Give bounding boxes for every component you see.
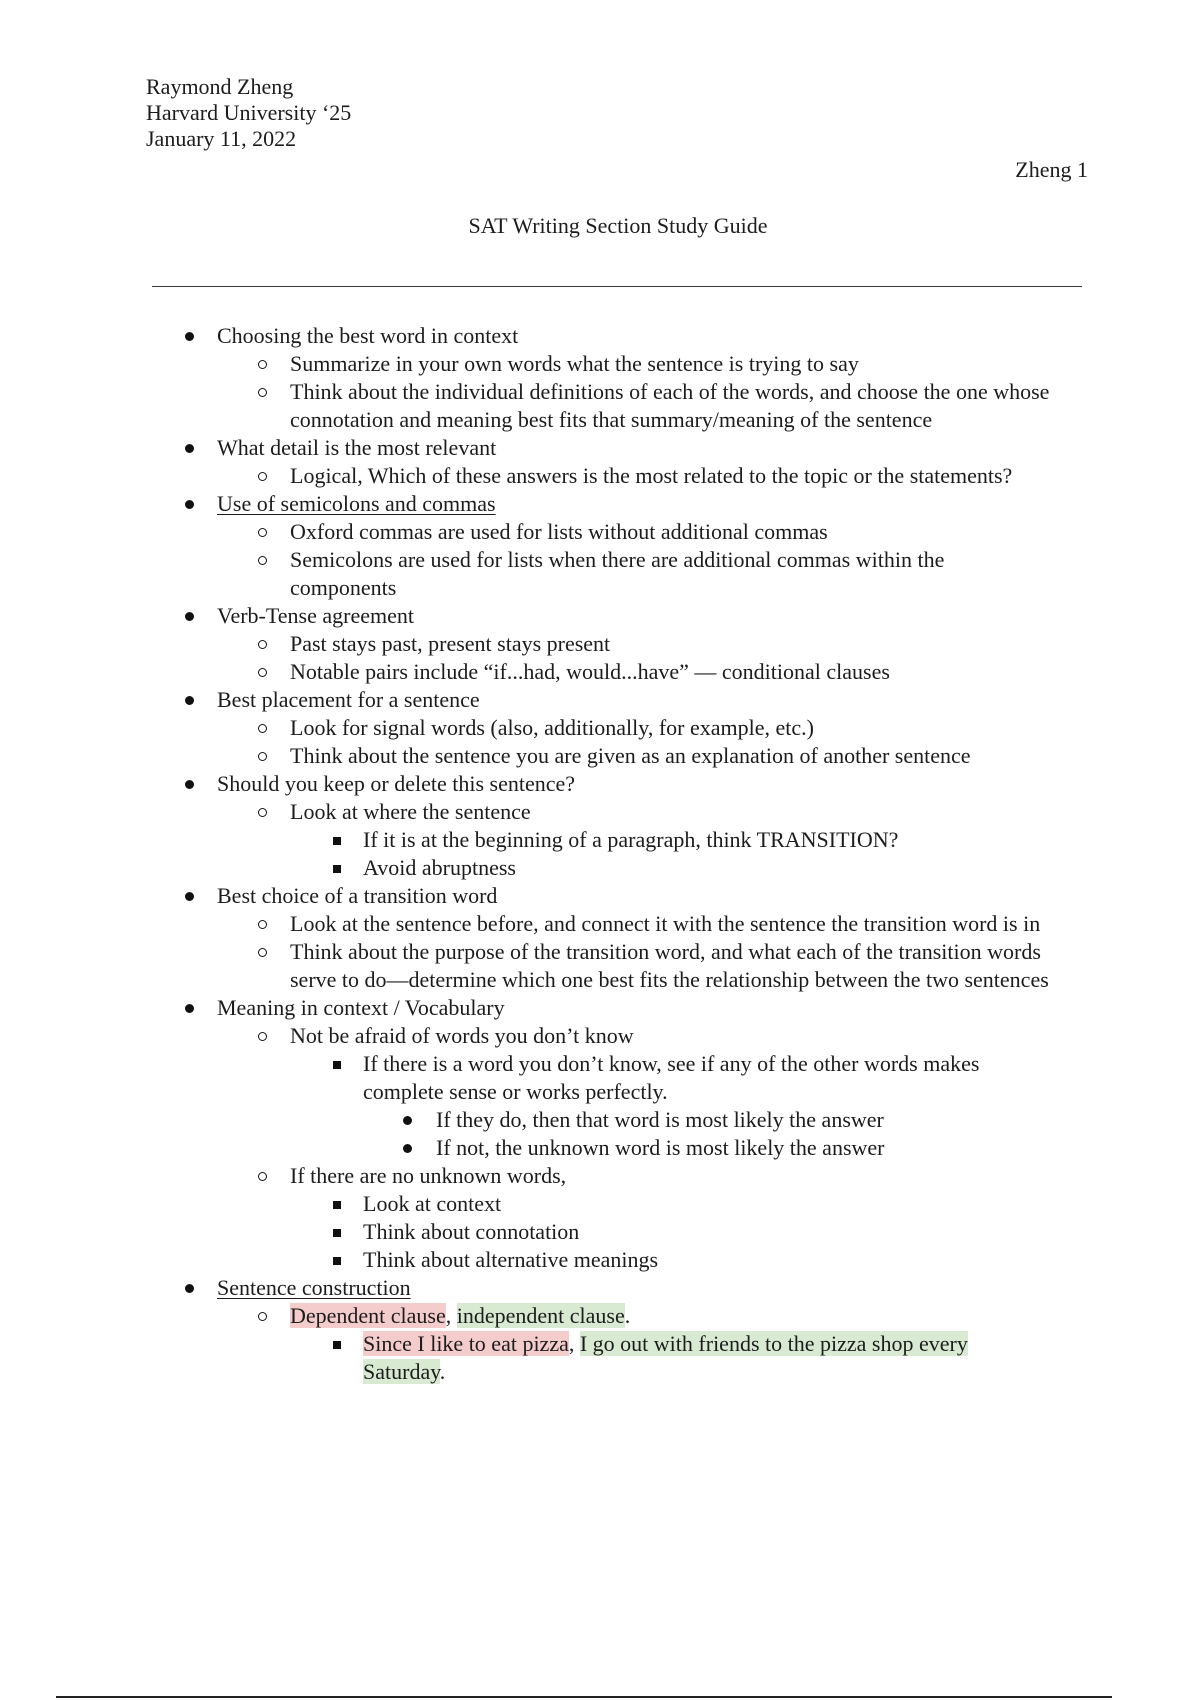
square-bullet-icon [333,1061,341,1069]
outline-subitem [0,1302,1200,1330]
outline-subitem [0,658,1200,686]
page-number: Zheng 1 [1015,157,1088,182]
outline-subsubitem [0,854,1200,882]
filled-bullet-icon [403,1144,412,1153]
outline-subsubitem [0,1218,1200,1246]
subitem-text: If there are no unknown words, [290,1163,567,1188]
outline-level4-item [0,1134,1200,1162]
hollow-bullet-icon [258,556,267,565]
filled-bullet-icon [185,892,194,901]
hollow-bullet-icon [258,724,267,733]
subitem-text: Look at where the sentence [290,799,531,824]
outline-subitem [0,938,1200,994]
filled-bullet-icon [403,1116,412,1125]
page-bottom-edge [56,1696,1112,1698]
outline-subitem [0,378,1200,434]
filled-bullet-icon [185,500,194,509]
document-title: SAT Writing Section Study Guide [468,213,768,238]
heading-text: Best placement for a sentence [217,687,480,712]
subsubitem-text: If there is a word you don’t know, see if any of the other words makes complete sense or works perfectly. [363,1051,980,1104]
clause-separator: , [568,1331,580,1356]
subsubitem-text: If it is at the beginning of a paragraph, think TRANSITION? [363,827,899,852]
heading-text: Should you keep or delete this sentence? [217,771,576,796]
hollow-bullet-icon [258,640,267,649]
filled-bullet-icon [185,696,194,705]
subsubitem-text: Think about alternative meanings [363,1247,659,1272]
outline-heading [0,686,1200,714]
heading-text: Best choice of a transition word [217,883,498,908]
document-date: January 11, 2022 [146,126,297,151]
filled-bullet-icon [185,1004,194,1013]
outline-heading [0,882,1200,910]
hollow-bullet-icon [258,948,267,957]
square-bullet-icon [333,865,341,873]
subitem-text: Not be afraid of words you don’t know [290,1023,634,1048]
hollow-bullet-icon [258,528,267,537]
outline-subsubitem [0,1190,1200,1218]
outline-subitem [0,910,1200,938]
hollow-bullet-icon [258,388,267,397]
filled-bullet-icon [185,444,194,453]
outline-level4-item [0,1106,1200,1134]
hollow-bullet-icon [258,752,267,761]
square-bullet-icon [333,1257,341,1265]
subitem-text: Logical, Which of these answers is the most related to the topic or the statements? [290,463,1013,488]
example-independent-clause: I go out with friends to the pizza shop every Saturday [363,1331,968,1384]
outline-subitem [0,1162,1200,1190]
sentence-period: . [624,1303,631,1328]
heading-text: What detail is the most relevant [217,435,497,460]
subitem-text: Think about the individual definitions of each of the words, and choose the one whose connotation and meaning best fits that summary/meaning of the sentence [290,379,1050,432]
subitem-text: Oxford commas are used for lists without additional commas [290,519,828,544]
subitem-text: Think about the purpose of the transition word, and what each of the transition words serve to do—determine which one best fits the relationship between the two sentences [290,939,1049,992]
author-name: Raymond Zheng [146,74,294,99]
outline-subitem [0,742,1200,770]
heading-text: Verb-Tense agreement [217,603,414,628]
subitem-text: Look at the sentence before, and connect it with the sentence the transition word is in [290,911,1041,936]
filled-bullet-icon [185,1284,194,1293]
outline-subitem [0,546,1200,602]
square-bullet-icon [333,1201,341,1209]
subitem-text: Think about the sentence you are given as an explanation of another sentence [290,743,971,768]
filled-bullet-icon [185,332,194,341]
clause-separator: , [445,1303,457,1328]
outline-subsubitem [0,1246,1200,1274]
outline-heading [0,1274,1200,1302]
author-school: Harvard University ‘25 [146,100,352,125]
title-divider [152,286,1082,287]
dependent-clause-label: Dependent clause [290,1303,446,1328]
heading-text: Meaning in context / Vocabulary [217,995,505,1020]
outline-heading [0,994,1200,1022]
outline-heading [0,434,1200,462]
outline-heading [0,770,1200,798]
hollow-bullet-icon [258,808,267,817]
example-dependent-clause: Since I like to eat pizza [363,1331,569,1356]
sentence-period: . [439,1359,446,1384]
hollow-bullet-icon [258,1312,267,1321]
square-bullet-icon [333,1341,341,1349]
subitem-text: Summarize in your own words what the sentence is trying to say [290,351,859,376]
hollow-bullet-icon [258,472,267,481]
hollow-bullet-icon [258,920,267,929]
outline-heading [0,322,1200,350]
filled-bullet-icon [185,780,194,789]
hollow-bullet-icon [258,1032,267,1041]
hollow-bullet-icon [258,668,267,677]
square-bullet-icon [333,1229,341,1237]
outline-heading [0,490,1200,518]
outline-subitem [0,798,1200,826]
heading-text: Sentence construction [217,1275,411,1300]
outline-subitem [0,462,1200,490]
hollow-bullet-icon [258,360,267,369]
outline-subitem [0,1022,1200,1050]
outline-subsubitem [0,1330,1200,1386]
square-bullet-icon [333,837,341,845]
outline-subitem [0,630,1200,658]
subsubitem-text: Avoid abruptness [363,855,516,880]
heading-text: Use of semicolons and commas [217,491,496,516]
outline-subitem [0,518,1200,546]
study-outline [0,322,1200,1386]
hollow-bullet-icon [258,1172,267,1181]
subitem-text: Look for signal words (also, additionally, for example, etc.) [290,715,814,740]
outline-subitem [0,350,1200,378]
subsubitem-text: Look at context [363,1191,502,1216]
heading-text: Choosing the best word in context [217,323,519,348]
outline-heading [0,602,1200,630]
subitem-text: Semicolons are used for lists when there are additional commas within the components [290,547,945,600]
independent-clause-label: independent clause [456,1303,625,1328]
level4-text: If not, the unknown word is most likely the answer [436,1135,885,1160]
level4-text: If they do, then that word is most likely the answer [436,1107,884,1132]
subitem-text: Notable pairs include “if...had, would...have” — conditional clauses [290,659,890,684]
author-header [146,74,351,152]
subsubitem-text: Think about connotation [363,1219,580,1244]
outline-subsubitem [0,826,1200,854]
outline-subsubitem [0,1050,1200,1106]
subitem-text: Past stays past, present stays present [290,631,611,656]
outline-subitem [0,714,1200,742]
filled-bullet-icon [185,612,194,621]
